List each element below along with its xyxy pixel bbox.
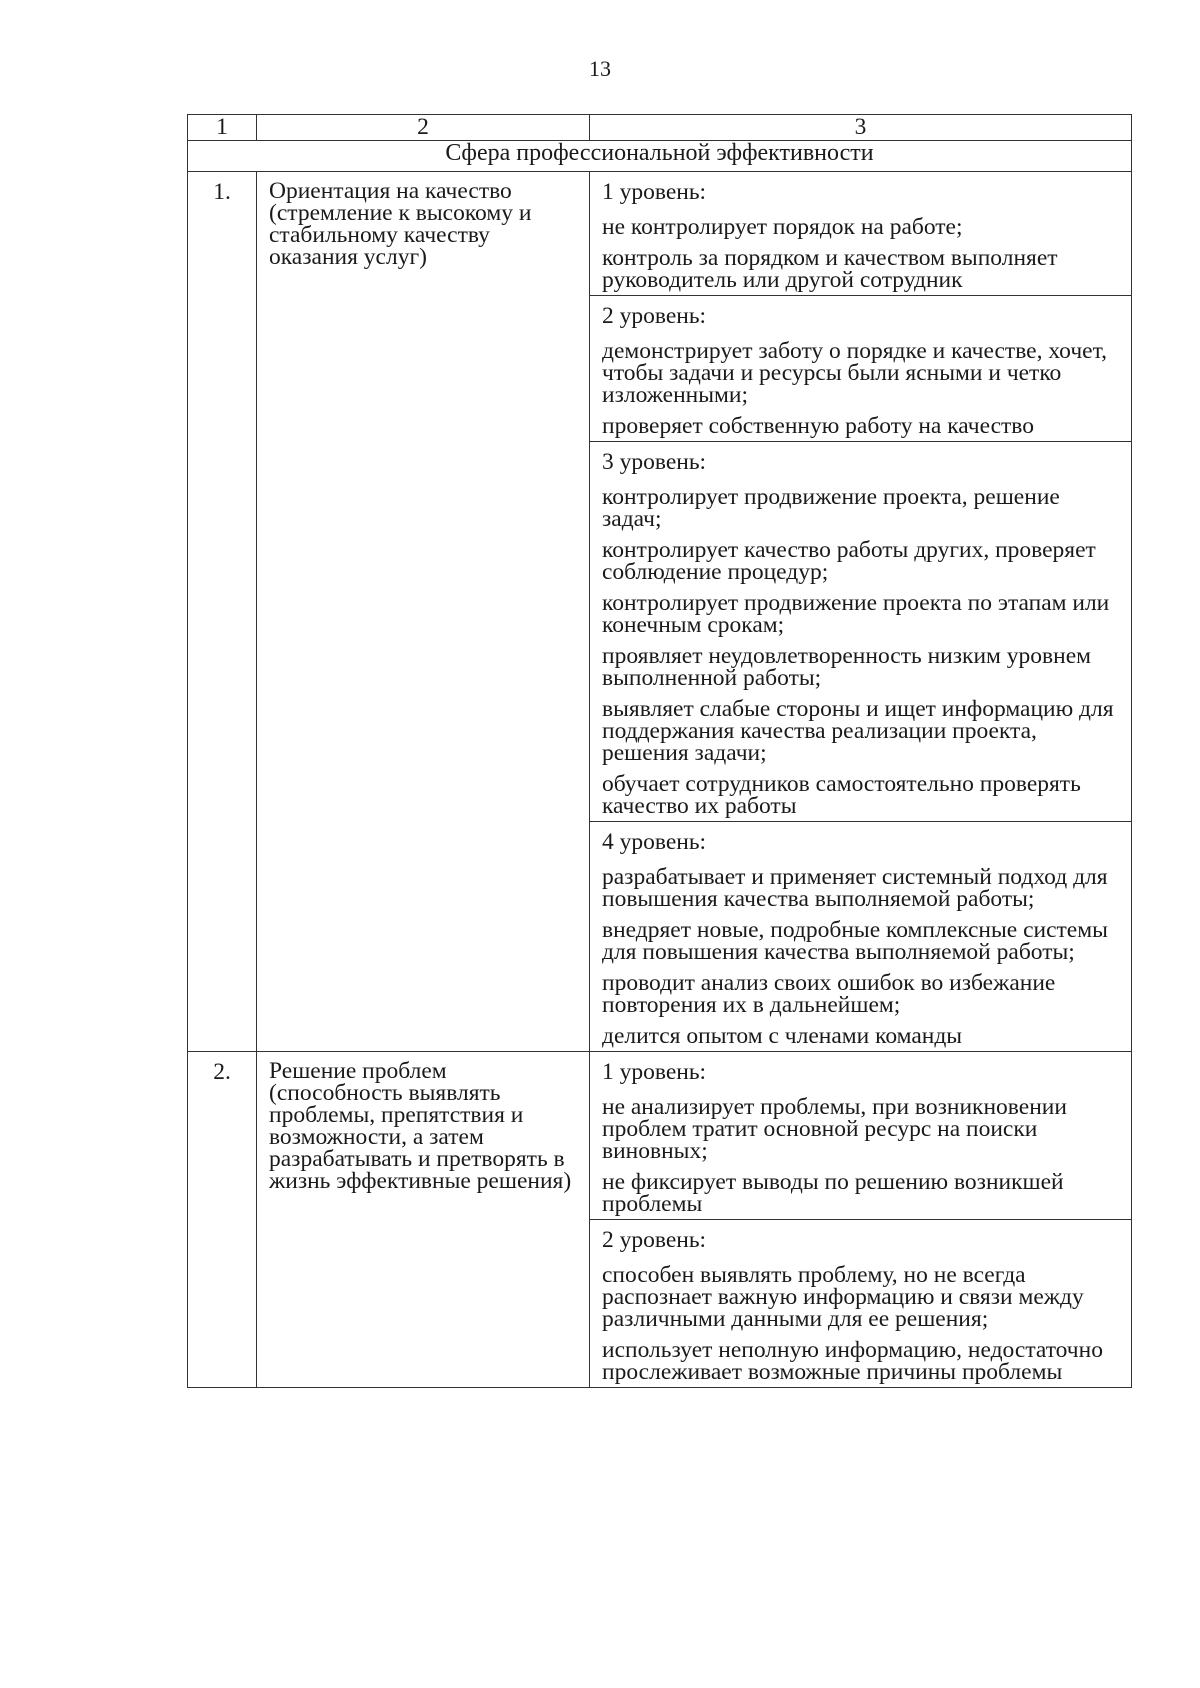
level-indicator: разрабатывает и применяет системный подход для повышения качества выполняемой работы;: [602, 864, 1108, 912]
level-indicator: не контролирует порядок на работе;: [602, 214, 963, 240]
level-indicator: не фиксирует выводы по решению возникшей проблемы: [602, 1169, 1064, 1217]
level-indicator: контроль за порядком и качеством выполняет руководитель или другой сотрудник: [602, 245, 1058, 293]
level-indicator: внедряет новые, подробные комплексные системы для повышения качества выполняемой работы;: [602, 917, 1108, 965]
level-indicator: контролирует продвижение проекта по этапам или конечным срокам;: [602, 590, 1110, 638]
level-block: [590, 1052, 1131, 1220]
row-number: 2.: [188, 1052, 257, 1388]
level-indicator: использует неполную информацию, недостаточно прослеживает возможные причины проблемы: [602, 1337, 1103, 1385]
level-indicator: проводит анализ своих ошибок во избежание повторения их в дальнейшем;: [602, 970, 1056, 1018]
level-title: 3 уровень:: [602, 449, 707, 475]
level-indicator: не анализирует проблемы, при возникновении проблем тратит основной ресурс на поиски виновных;: [602, 1094, 1067, 1164]
level-indicator: обучает сотрудников самостоятельно проверять качество их работы: [602, 771, 1081, 819]
competency-criterion: Решение проблем (способность выявлять проблемы, препятствия и возможности, а затем разрабатывать и претворять в жизнь эффективные решения): [257, 1052, 590, 1388]
competency-row: [188, 172, 1132, 1052]
level-block: [590, 822, 1131, 1051]
competency-table: [187, 114, 1132, 1388]
column-number: 3: [590, 115, 1132, 141]
competency-row: [188, 1052, 1132, 1388]
level-title: 2 уровень:: [602, 1227, 707, 1253]
level-indicator: выявляет слабые стороны и ищет информацию для поддержания качества реализации проекта, решения задачи;: [602, 696, 1114, 766]
level-block: [590, 442, 1131, 822]
page-number: 13: [589, 56, 611, 81]
level-title: 1 уровень:: [602, 179, 707, 205]
row-number: 1.: [188, 172, 257, 1052]
level-indicator: контролирует качество работы других, проверяет соблюдение процедур;: [602, 537, 1096, 585]
competency-levels: [590, 1052, 1132, 1388]
level-indicator: проверяет собственную работу на качество: [602, 413, 1034, 439]
level-block: [590, 1220, 1131, 1387]
level-indicator: делится опытом с членами команды: [602, 1023, 963, 1049]
level-indicator: демонстрирует заботу о порядке и качестве, хочет, чтобы задачи и ресурсы были ясными и четко изложенными;: [602, 338, 1107, 408]
level-indicator: проявляет неудовлетворенность низким уровнем выполненной работы;: [602, 643, 1091, 691]
level-indicator: способен выявлять проблему, но не всегда распознает важную информацию и связи между различными данными для ее решения;: [602, 1262, 1084, 1332]
column-number-row: [188, 115, 1132, 141]
level-block: [590, 296, 1131, 442]
column-number: 1: [188, 115, 257, 141]
section-title: Сфера профессиональной эффективности: [188, 141, 1132, 172]
level-block: [590, 172, 1131, 296]
level-title: 2 уровень:: [602, 303, 707, 329]
section-row: [188, 141, 1132, 172]
level-title: 4 уровень:: [602, 829, 707, 855]
level-indicator: контролирует продвижение проекта, решение задач;: [602, 484, 1060, 532]
competency-levels: [590, 172, 1132, 1052]
column-number: 2: [257, 115, 590, 141]
competency-criterion: Ориентация на качество (стремление к высокому и стабильному качеству оказания услуг): [257, 172, 590, 1052]
level-title: 1 уровень:: [602, 1059, 707, 1085]
